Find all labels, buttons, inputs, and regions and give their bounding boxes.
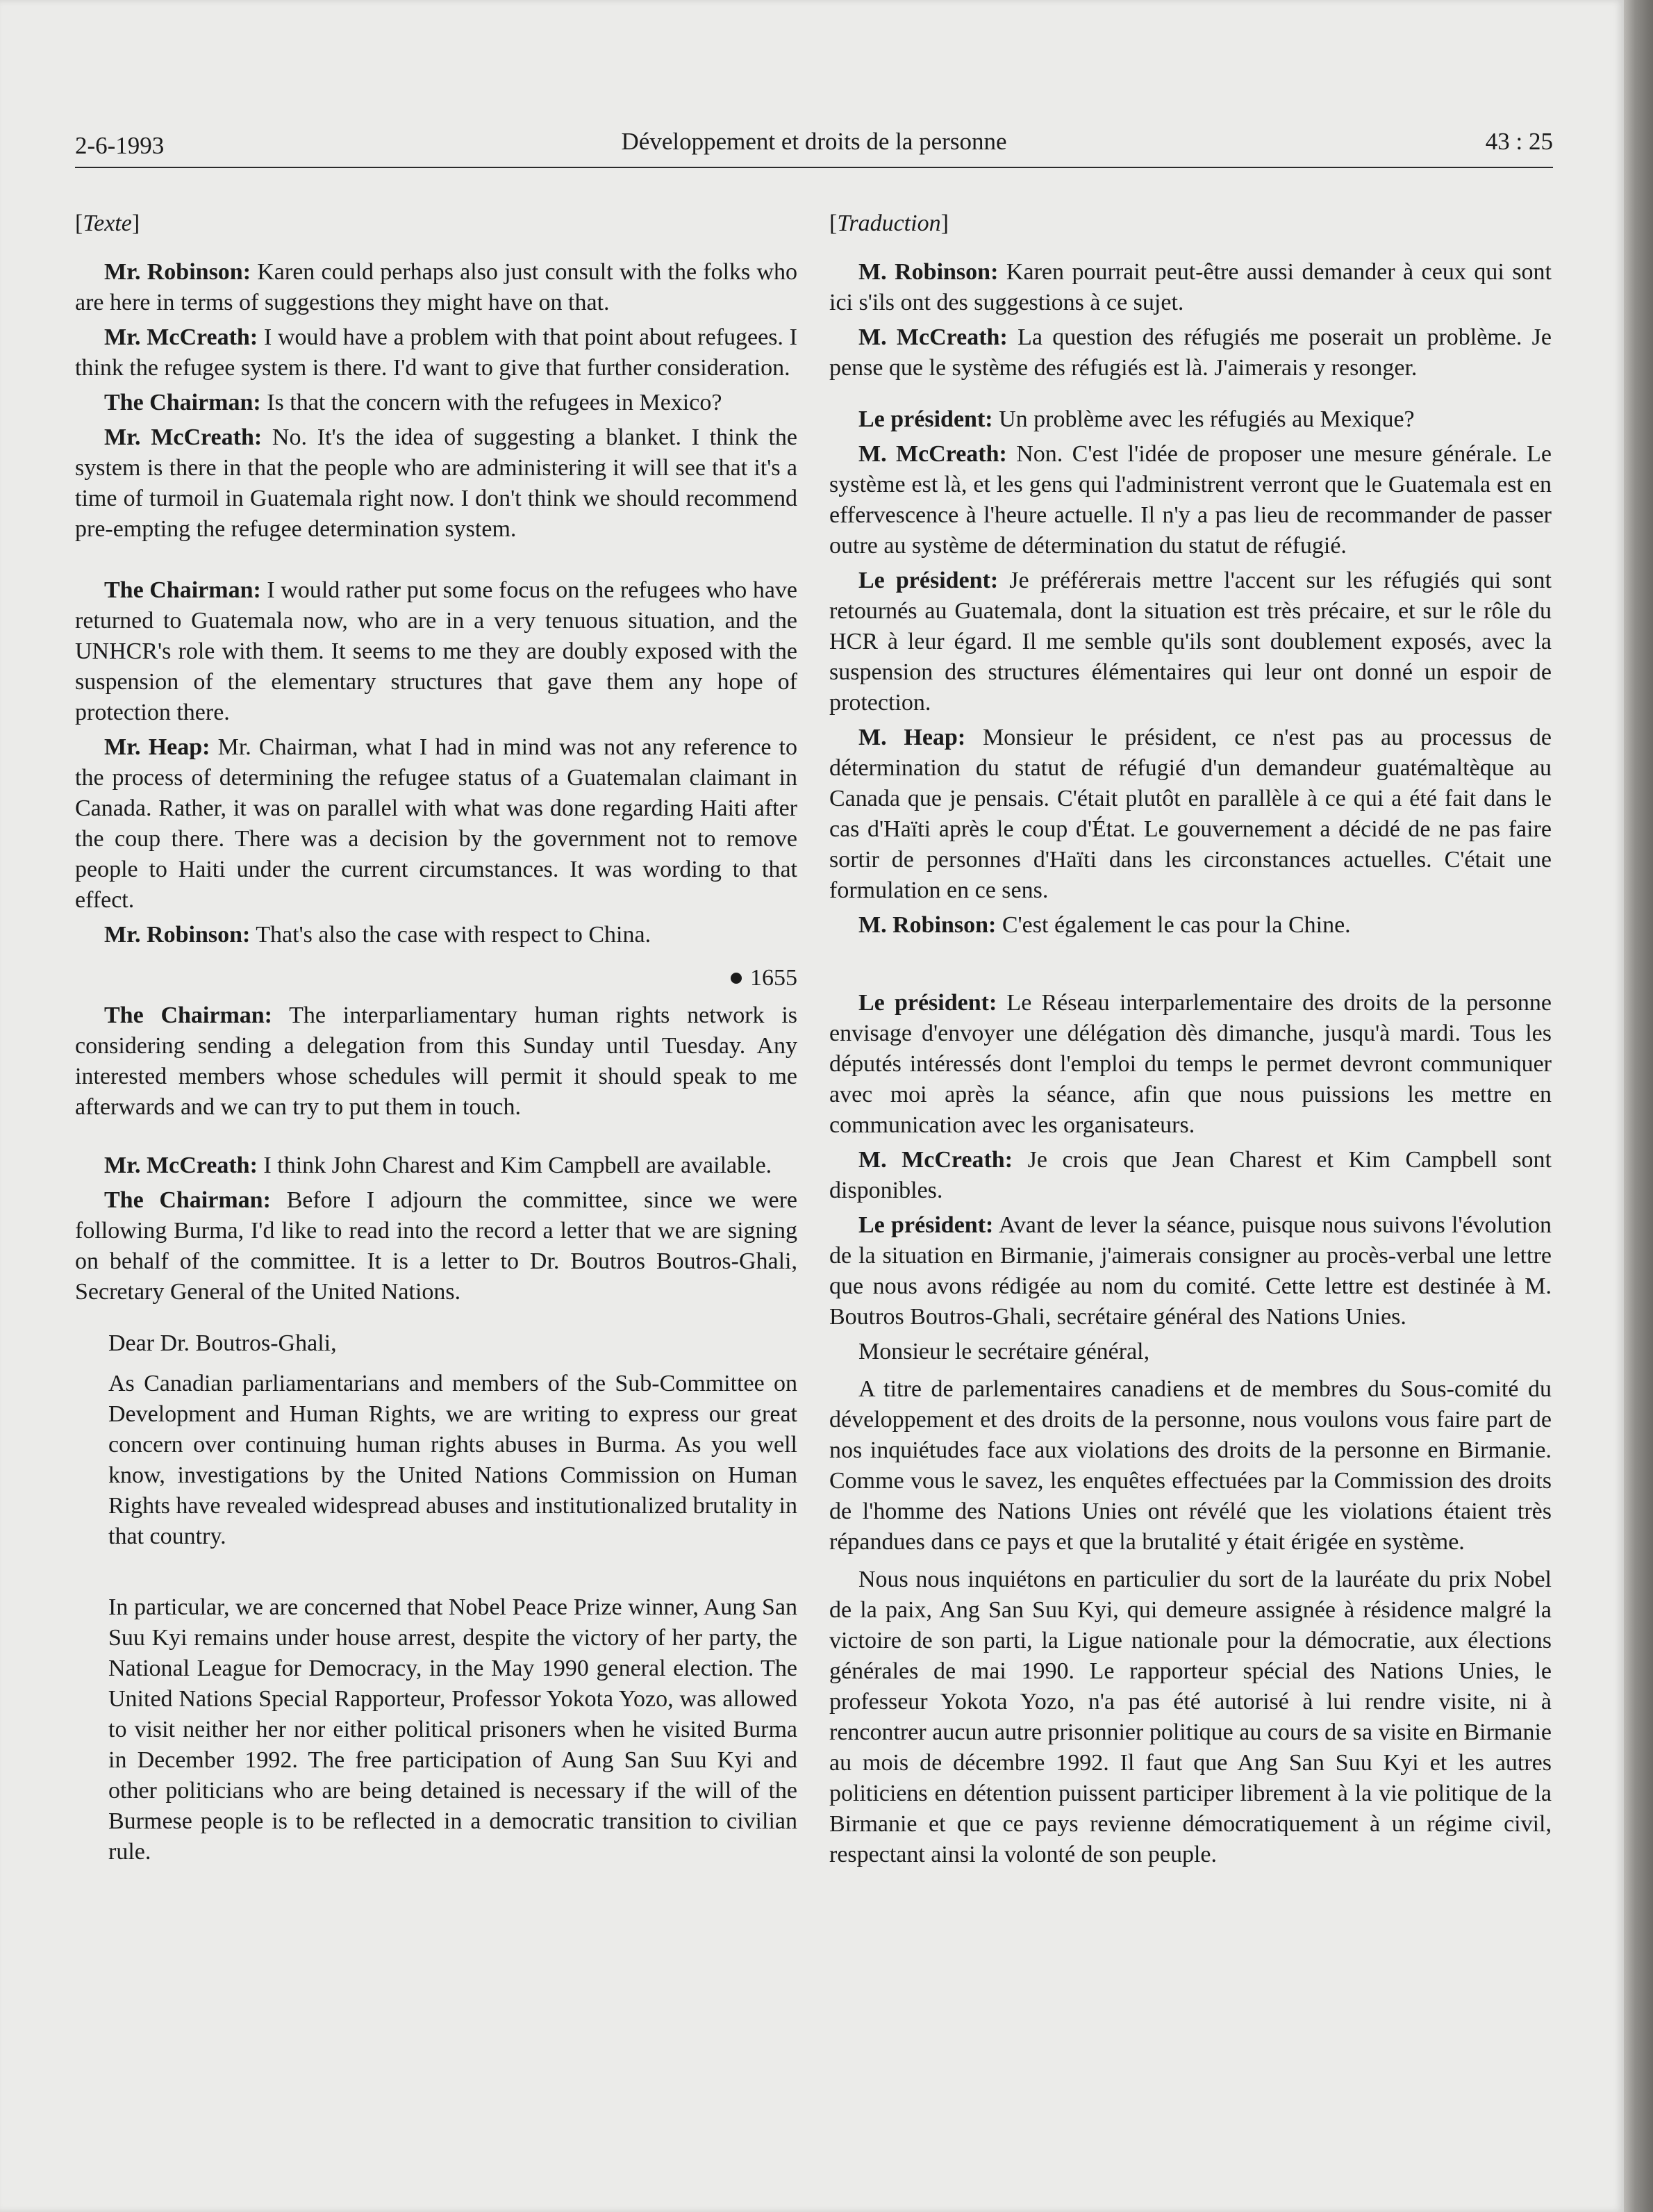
transcript-paragraph: The Chairman: Is that the concern with the refugees in Mexico?: [104, 390, 722, 415]
speaker-name: Mr. Robinson:: [104, 922, 251, 948]
speaker-name: The Chairman:: [104, 1002, 272, 1028]
speaker-name: Mr. Robinson:: [104, 259, 251, 285]
transcript-paragraph: M. Robinson: C'est également le cas pour la Chine.: [858, 912, 1351, 938]
transcript-paragraph: M. McCreath: Je crois que Jean Charest et Kim Campbell sont disponibles.: [829, 1147, 1552, 1203]
speaker-name: Mr. McCreath:: [104, 1153, 258, 1178]
speaker-name: M. McCreath:: [858, 324, 1008, 350]
transcript-paragraph: Mr. McCreath: No. It's the idea of suggesting a blanket. I think the system is there in that the people who are administering it will see that it's a time of turmoil in Guatemala right now. I don't think we should recommend pre-empting the refugee determination system.: [75, 424, 797, 542]
column-label: [Traduction]: [829, 211, 949, 236]
speaker-name: The Chairman:: [104, 577, 261, 603]
transcript-paragraph: Le président: Un problème avec les réfugiés au Mexique?: [858, 406, 1415, 432]
speaker-name: M. McCreath:: [858, 441, 1007, 467]
letter-paragraph: A titre de parlementaires canadiens et de membres du Sous-comité du développement et des droits de la personne, nous voulons vous faire part de nos inquiétudes face aux violations des droits de la personne en Birmanie. Comme vous le savez, les enquêtes effectuées par la Commission des droits de l'homme des Nations Unies ont révélé que les violations étaient très répandues dans ce pays et que la brutalité y était érigée en système.: [829, 1376, 1552, 1555]
transcript-paragraph: Le président: Le Réseau interparlementaire des droits de la personne envisage d'envoyer une délégation dès dimanche, jusqu'à mardi. Tous les députés intéressés dont l'emploi du temps le permet devront communiquer avec moi après la séance, afin que nous puissions les mettre en communication avec les organisateurs.: [829, 990, 1552, 1138]
speaker-name: Le président:: [858, 990, 997, 1016]
speaker-name: Mr. Heap:: [104, 734, 210, 760]
transcript-paragraph: Mr. McCreath: I would have a problem with that point about refugees. I think the refugee system is there. I'd want to give that further consideration.: [75, 324, 797, 381]
column-label: [Texte]: [75, 211, 140, 236]
speaker-name: Le président:: [858, 568, 999, 593]
running-header: [75, 125, 1553, 168]
header-page-number: 43 : 25: [1485, 128, 1553, 155]
speaker-name: M. Robinson:: [858, 912, 997, 938]
speaker-name: M. McCreath:: [858, 1147, 1013, 1173]
speaker-name: Le président:: [858, 1212, 994, 1238]
transcript-paragraph: Mr. Heap: Mr. Chairman, what I had in mind was not any reference to the process of determining the refugee status of a Guatemalan claimant in Canada. Rather, it was on parallel with what was done regarding Haiti after the coup there. There was a decision by the government not to remove people to Haiti under the current circumstances. It was wording to that effect.: [75, 734, 797, 913]
transcript-paragraph: Mr. Robinson: Karen could perhaps also just consult with the folks who are here in terms of suggestions they might have on that.: [75, 259, 797, 315]
header-title: Développement et droits de la personne: [621, 128, 1007, 155]
transcript-paragraph: M. Robinson: Karen pourrait peut-être aussi demander à ceux qui sont ici s'ils ont des suggestions à ce sujet.: [829, 259, 1552, 315]
letter-salutation: Monsieur le secrétaire général,: [858, 1339, 1150, 1364]
speaker-name: Mr. McCreath:: [104, 324, 258, 350]
transcript-paragraph: M. McCreath: La question des réfugiés me poserait un problème. Je pense que le système des réfugiés est là. J'aimerais y resonger.: [829, 324, 1552, 381]
letter-salutation: Dear Dr. Boutros-Ghali,: [108, 1330, 337, 1356]
transcript-paragraph: Le président: Je préférerais mettre l'accent sur les réfugiés qui sont retournés au Guatemala, dont la situation est très précaire, et sur le rôle du HCR à leur égard. Il me semble qu'ils sont doublement exposés, avec la suspension des structures élémentaires qui leur ont donné un espoir de protection.: [829, 568, 1552, 716]
letter-paragraph: As Canadian parliamentarians and members of the Sub-Committee on Development and Human Rights, we are writing to express our great concern over continuing human rights abuses in Burma. As you well know, investigations by the United Nations Commission on Human Rights have revealed widespread abuses and institutionalized brutality in that country.: [108, 1371, 797, 1549]
transcript-paragraph: M. McCreath: Non. C'est l'idée de proposer une mesure générale. Le système est là, et les gens qui l'administrent verront que le Guatemala est en effervescence à l'heure actuelle. Il n'y a pas lieu de recommander de passer outre au système de détermination du statut de réfugié.: [829, 441, 1552, 559]
transcript-paragraph: Mr. Robinson: That's also the case with respect to China.: [104, 922, 651, 948]
letter-paragraph: In particular, we are concerned that Nobel Peace Prize winner, Aung San Suu Kyi remains under house arrest, despite the victory of her party, the National League for Democracy, in the May 1990 general election. The United Nations Special Rapporteur, Professor Yokota Yozo, was allowed to visit neither her nor either political prisoners when he visited Burma in December 1992. The free participation of Aung San Suu Kyi and other politicians who are being detained is necessary if the will of the Burmese people is to be reflected in a democratic transition to civilian rule.: [108, 1594, 797, 1865]
time-marker: 1655: [75, 963, 797, 993]
speaker-name: The Chairman:: [104, 1187, 271, 1213]
speaker-name: M. Robinson:: [858, 259, 999, 285]
letter-paragraph: Nous nous inquiétons en particulier du sort de la lauréate du prix Nobel de la paix, Ang San Suu Kyi, qui demeure assignée à résidence malgré la victoire de son parti, la Ligue nationale pour la démocratie, aux élections générales de mai 1990. Le rapporteur spécial des Nations Unies, le professeur Yokota Yozo, n'a pas été autorisé à lui rendre visite, ni à rencontrer aucun autre prisonnier politique au cours de sa visite en Birmanie au mois de décembre 1992. Il faut que Ang San Suu Kyi et les autres politiciens en détention puissent participer librement à la vie politique de la Birmanie et que ce pays revienne démocratiquement à un régime civil, respectant ainsi la volonté de son peuple.: [829, 1567, 1552, 1867]
header-date: 2-6-1993: [75, 132, 165, 159]
french-column: [829, 208, 1552, 1870]
book-page-edge: [1624, 0, 1653, 2212]
transcript-paragraph: Le président: Avant de lever la séance, puisque nous suivons l'évolution de la situation en Birmanie, j'aimerais consigner au procès-verbal une lettre que nous avons rédigée au nom du comité. Cette lettre est destinée à M. Boutros Boutros-Ghali, secrétaire général des Nations Unies.: [829, 1212, 1552, 1330]
speaker-name: M. Heap:: [858, 725, 966, 750]
transcript-paragraph: The Chairman: The interparliamentary human rights network is considering sending a delegation from this Sunday until Tuesday. Any interested members whose schedules will permit it should speak to me afterwards and we can try to put them in touch.: [75, 1002, 797, 1120]
transcript-paragraph: The Chairman: I would rather put some focus on the refugees who have returned to Guatemala now, who are in a very tenuous situation, and the UNHCR's role with them. It seems to me they are doubly exposed with the suspension of the elementary structures that gave them any hope of protection there.: [75, 577, 798, 725]
speaker-name: The Chairman:: [104, 390, 261, 415]
bullet-icon: [731, 973, 742, 984]
speaker-name: Mr. McCreath:: [104, 424, 263, 450]
speaker-name: Le président:: [858, 406, 993, 432]
english-column: [75, 208, 797, 1867]
transcript-paragraph: The Chairman: Before I adjourn the committee, since we were following Burma, I'd like to read into the record a letter that we are signing on behalf of the committee. It is a letter to Dr. Boutros Boutros-Ghali, Secretary General of the United Nations.: [75, 1187, 797, 1305]
transcript-paragraph: M. Heap: Monsieur le président, ce n'est pas au processus de détermination du statut de réfugié d'un demandeur guatémaltèque au Canada que je pensais. C'était plutôt en parallèle à ce qui a été fait dans le cas d'Haïti après le coup d'État. Le gouvernement a décidé de ne pas faire sortir de personnes d'Haïti dans les circonstances actuelles. C'était une formulation en ce sens.: [829, 725, 1552, 903]
transcript-paragraph: Mr. McCreath: I think John Charest and Kim Campbell are available.: [104, 1153, 772, 1178]
